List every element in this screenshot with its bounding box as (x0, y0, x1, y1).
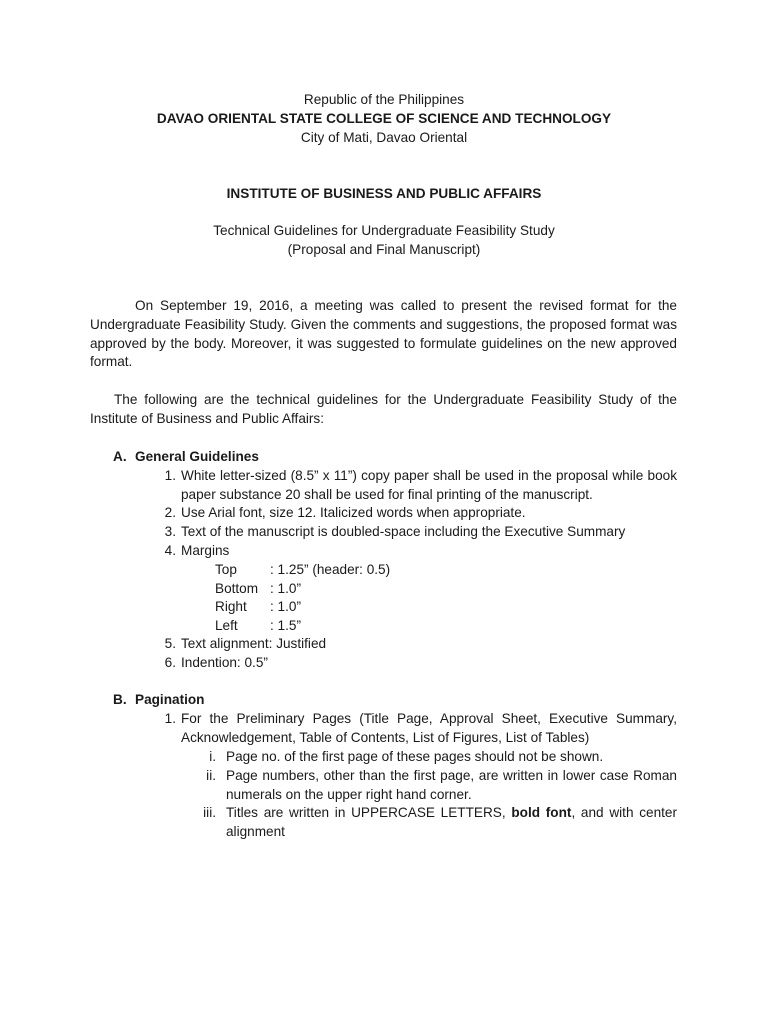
list-item-text: Text alignment: Justified (181, 636, 327, 651)
margin-label: Right (215, 599, 247, 614)
sub-list-item-text-tail: , and with center alignment (226, 805, 677, 839)
list-item-text: Margins (181, 543, 230, 558)
list-item-number: 6. (164, 655, 176, 670)
sub-list-item-text (226, 804, 677, 842)
margin-value: : 1.5” (270, 618, 301, 633)
list-item-text: White letter-sized (8.5” x 11”) copy paper shall be used in the proposal while book paper substance 20 shall be used for final printing of the manuscript. (181, 468, 677, 502)
list-item-text: Text of the manuscript is doubled-space including the Executive Summary (181, 524, 626, 539)
list-item-number: 2. (164, 505, 176, 520)
section-a-heading (113, 448, 259, 467)
section-a-letter: A. (113, 449, 127, 464)
section-a-title: General Guidelines (135, 449, 259, 464)
list-item-text: For the Preliminary Pages (Title Page, Approval Sheet, Executive Summary, Acknowledgement, Table of Contents, List of Figures, List of Tables) (181, 711, 677, 745)
section-b-heading (113, 691, 204, 710)
doc-title-line-1: Technical Guidelines for Undergraduate Feasibility Study (213, 223, 555, 238)
margin-value: : 1.0” (270, 581, 301, 596)
margin-row-top (215, 561, 390, 580)
intro-paragraph-2: The following are the technical guidelines for the Undergraduate Feasibility Study of the Institute of Business and Public Affairs: (90, 392, 677, 426)
list-item-number: 5. (164, 636, 176, 651)
intro-paragraph-1: On September 19, 2016, a meeting was called to present the revised format for the Undergraduate Feasibility Study. Given the comments and suggestions, the proposed format was approved by the body. Moreover, it was suggested to formulate guidelines on the new approved format. (90, 298, 677, 370)
header-city: City of Mati, Davao Oriental (300, 130, 468, 145)
sub-list-item-text: Page numbers, other than the first page, are written in lower case Roman numerals on the upper right hand corner. (226, 768, 677, 802)
section-b-letter: B. (113, 692, 127, 707)
list-item-number: 4. (164, 543, 176, 558)
sub-list-item-number: iii. (203, 805, 216, 820)
margin-label: Top (215, 562, 237, 577)
margin-value: : 1.0” (270, 599, 301, 614)
sub-list-item-number: ii. (206, 768, 216, 783)
margin-label: Left (215, 618, 238, 633)
margin-row-bottom (215, 580, 301, 599)
list-item-text: Indention: 0.5” (181, 655, 268, 670)
list-item-text: Use Arial font, size 12. Italicized words when appropriate. (181, 505, 526, 520)
sub-list-item-number: i. (209, 749, 216, 764)
header-college: DAVAO ORIENTAL STATE COLLEGE OF SCIENCE AND TECHNOLOGY (156, 111, 612, 126)
margin-value: : 1.25” (header: 0.5) (270, 562, 391, 577)
header-institute: INSTITUTE OF BUSINESS AND PUBLIC AFFAIRS (226, 186, 542, 201)
list-item-number: 3. (164, 524, 176, 539)
doc-title-line-2: (Proposal and Final Manuscript) (287, 242, 481, 257)
margin-label: Bottom (215, 581, 259, 596)
section-b-title: Pagination (135, 692, 205, 707)
header-republic: Republic of the Philippines (303, 92, 465, 107)
sub-list-item-text: Page no. of the first page of these pages should not be shown. (226, 749, 604, 764)
list-item-number: 1. (164, 711, 176, 726)
margin-row-left (215, 617, 301, 636)
list-item-number: 1. (164, 468, 176, 483)
sub-list-item-text-bold: bold font (511, 805, 572, 820)
sub-list-item-text-plain: Titles are written in UPPERCASE LETTERS, (226, 805, 512, 820)
margin-row-right (215, 598, 301, 617)
